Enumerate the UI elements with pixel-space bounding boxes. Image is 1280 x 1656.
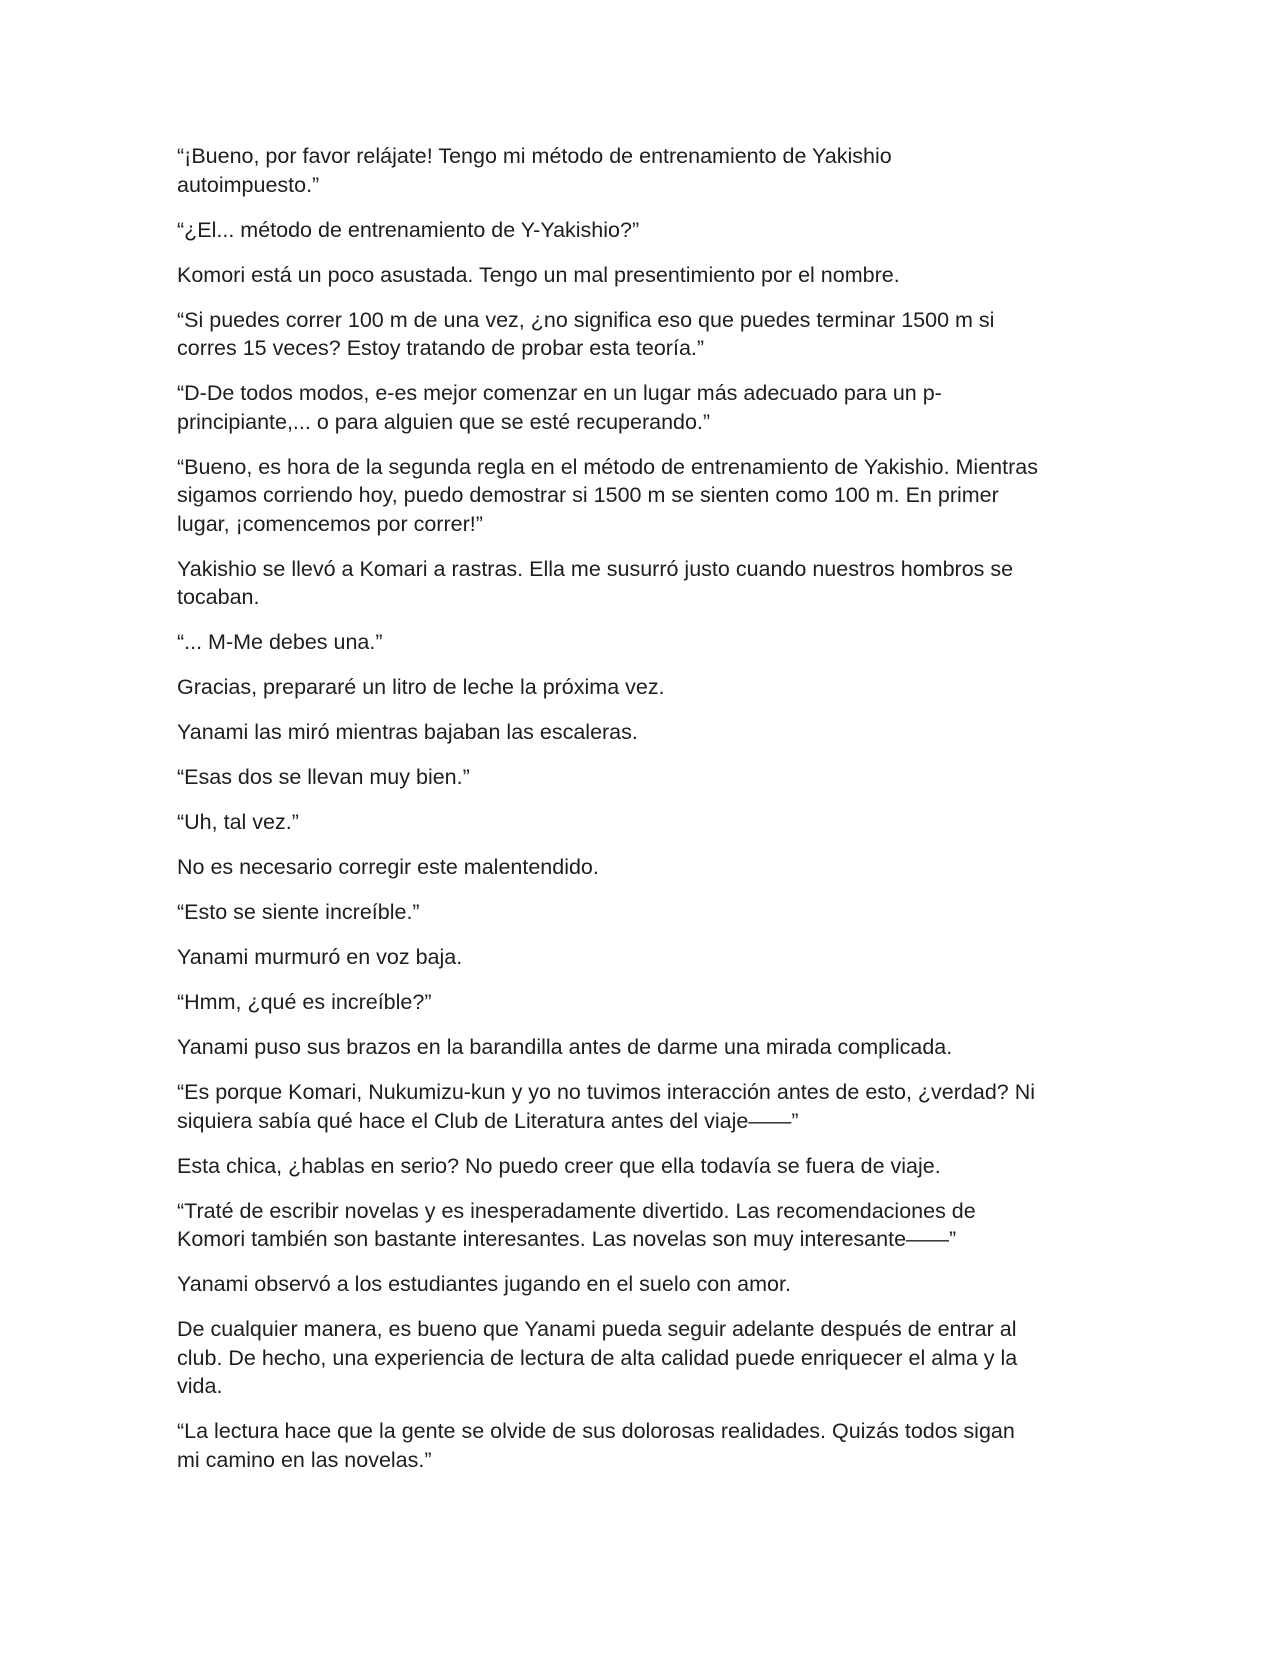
text-line: “¡Bueno, por favor relájate! Tengo mi método de entrenamiento de Yakishio — [177, 144, 892, 168]
text-line: “Hmm, ¿qué es increíble?” — [177, 990, 432, 1014]
text-line: “D-De todos modos, e-es mejor comenzar en un lugar más adecuado para un p- — [177, 381, 942, 405]
paragraph — [177, 673, 1102, 702]
text-line: Yanami observó a los estudiantes jugando en el suelo con amor. — [177, 1272, 791, 1296]
text-line: principiante,... o para alguien que se esté recuperando.” — [177, 409, 711, 434]
text-line: tocaban. — [177, 585, 260, 609]
text-line: “Traté de escribir novelas y es inesperadamente divertido. Las recomendaciones de — [177, 1198, 976, 1223]
text-line: club. De hecho, una experiencia de lectura de alta calidad puede enriquecer el alma y la — [177, 1345, 1018, 1370]
paragraph — [177, 898, 1102, 927]
text-line: mi camino en las novelas.” — [177, 1447, 432, 1472]
text-line: Yanami puso sus brazos en la barandilla antes de darme una mirada complicada. — [177, 1035, 953, 1059]
text-line: Yanami murmuró en voz baja. — [177, 945, 463, 969]
text-line: “Bueno, es hora de la segunda regla en el método de entrenamiento de Yakishio. Mientras — [177, 454, 1038, 479]
text-line: lugar, ¡comencemos por correr!” — [177, 511, 483, 536]
paragraph — [177, 853, 1102, 882]
paragraph — [177, 763, 1102, 792]
paragraph — [177, 1417, 1102, 1474]
text-line: “Si puedes correr 100 m de una vez, ¿no significa eso que puedes terminar 1500 m si — [177, 307, 995, 332]
text-line: Komori también son bastante interesantes. Las novelas son muy interesante——” — [177, 1227, 957, 1251]
text-line: “¿El... método de entrenamiento de Y-Yakishio?” — [177, 217, 640, 242]
text-line: De cualquier manera, es bueno que Yanami pueda seguir adelante después de entrar al — [177, 1317, 1017, 1341]
paragraph — [177, 1152, 1102, 1181]
paragraph — [177, 628, 1102, 657]
text-line: “... M-Me debes una.” — [177, 630, 383, 654]
text-line: corres 15 veces? Estoy tratando de probar esta teoría.” — [177, 336, 705, 360]
paragraph — [177, 1078, 1102, 1135]
text-line: “Uh, tal vez.” — [177, 810, 299, 834]
text-line: vida. — [177, 1374, 223, 1398]
paragraph — [177, 1315, 1102, 1401]
document-page — [177, 142, 1102, 1491]
text-line: sigamos corriendo hoy, puedo demostrar si 1500 m se sienten como 100 m. En primer — [177, 483, 999, 507]
paragraph — [177, 555, 1102, 612]
text-line: “La lectura hace que la gente se olvide de sus dolorosas realidades. Quizás todos sigan — [177, 1419, 1015, 1443]
text-line: No es necesario corregir este malentendido. — [177, 855, 599, 879]
paragraph — [177, 943, 1102, 972]
text-line: “Es porque Komari, Nukumizu-kun y yo no tuvimos interacción antes de esto, ¿verdad? Ni — [177, 1080, 1036, 1104]
paragraph — [177, 808, 1102, 837]
paragraph — [177, 453, 1102, 539]
paragraph — [177, 988, 1102, 1017]
text-line: Esta chica, ¿hablas en serio? No puedo creer que ella todavía se fuera de viaje. — [177, 1153, 941, 1178]
text-line: Komori está un poco asustada. Tengo un mal presentimiento por el nombre. — [177, 262, 900, 287]
paragraph — [177, 306, 1102, 363]
text-line: Yakishio se llevó a Komari a rastras. Ella me susurró justo cuando nuestros hombros se — [177, 556, 1014, 581]
text-line: “Esas dos se llevan muy bien.” — [177, 765, 470, 789]
text-line: siquiera sabía qué hace el Club de Literatura antes del viaje——” — [177, 1108, 799, 1133]
paragraph — [177, 142, 1102, 199]
paragraph — [177, 1197, 1102, 1254]
document-body — [177, 142, 1102, 1474]
paragraph — [177, 1270, 1102, 1299]
paragraph — [177, 718, 1102, 747]
text-line: “Esto se siente increíble.” — [177, 900, 420, 924]
text-line: autoimpuesto.” — [177, 172, 320, 197]
text-line: Gracias, prepararé un litro de leche la próxima vez. — [177, 675, 665, 699]
paragraph — [177, 379, 1102, 436]
paragraph — [177, 216, 1102, 245]
text-line: Yanami las miró mientras bajaban las escaleras. — [177, 720, 638, 744]
paragraph — [177, 1033, 1102, 1062]
paragraph — [177, 261, 1102, 290]
